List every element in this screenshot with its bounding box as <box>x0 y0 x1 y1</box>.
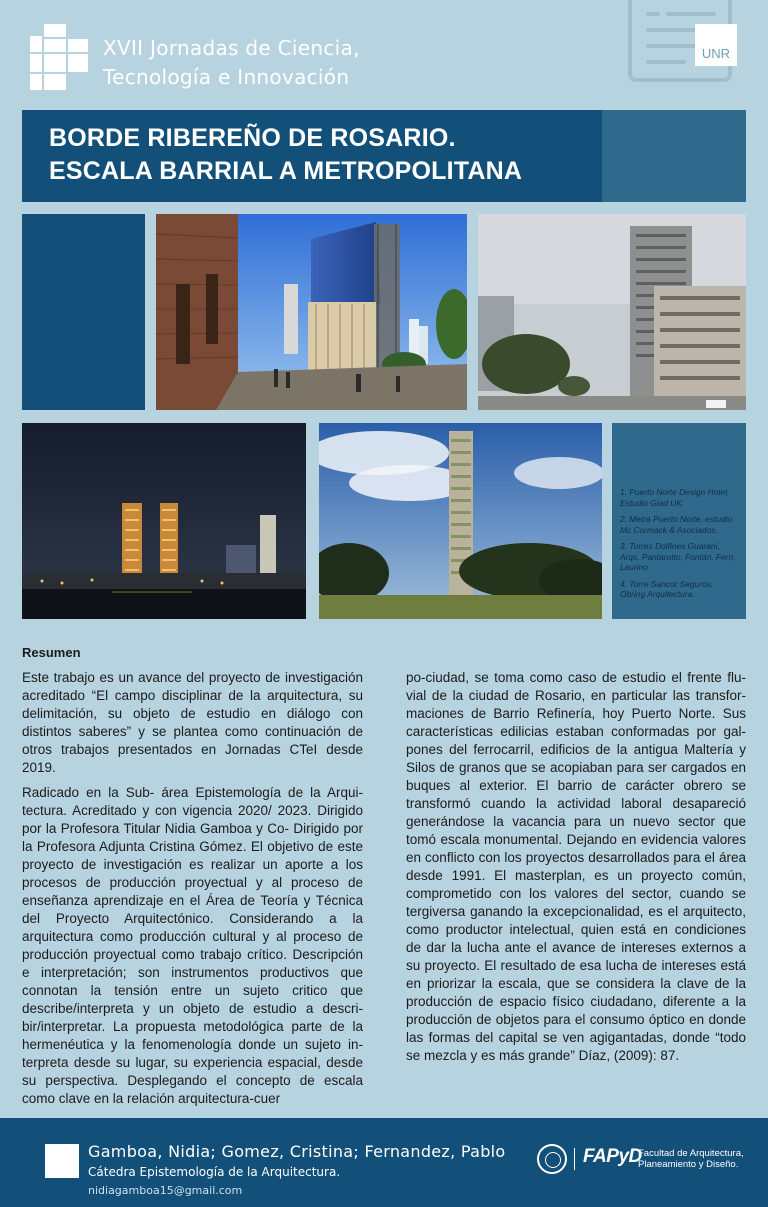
university-seal-icon <box>537 1144 567 1174</box>
event-title-line1: XVII Jornadas de Ciencia, <box>103 36 360 60</box>
faculty-line1: Facultad de Arquitectura, <box>638 1148 744 1159</box>
contact-email[interactable]: nidiagamboa15@gmail.com <box>88 1184 243 1197</box>
faculty-name <box>638 1148 744 1170</box>
photo-metra-towers <box>478 214 746 410</box>
chair-name: Cátedra Epistemología de la Arquitectura. <box>88 1165 341 1179</box>
paragraph: Radicado en la Sub- área Epistemología de la Arquitectura. Acreditado y con vigencia 2020/ 2023. Dirigido por la Profesora Titular Nidia Gamboa y Co- Dirigido por la Profesora Adjunta Cristina Gómez. El objetivo de este proyecto de investigación es realizar un aporte a los procesos de producción proyectual y al proceso de enseñanza aprendizaje en el Área de Teoría y Técnica del Proyecto Arquitectónico. Considerando a la arquitectura como producción cultural y al proceso de producción proyectual como trabajo crítico. Descripción e interpretación; son instrumentos productivos que connotan la tensión entre un sujeto critico que describe/interpreta y un objeto de estudio a describir/interpretar. La propuesta metodológica parte de la hermenéutica y la fenomenología donde un sujeto interpreta desde su lugar, su experiencia espacial, desde su perspectiva. Desplegando el concepto de escala como clave en la relación arquitectura-cuer <box>22 785 363 1106</box>
paragraph: Este trabajo es un avance del proyecto de investigación acreditado “El campo disciplinar de la arquitectura, su delimitación, su objeto de estudio en diálogo con distintos saberes” y se plantea como continuación de otros trabajos presentados en Jornadas CTeI desde 2019. <box>22 670 363 775</box>
fapyd-logo: FAPyD <box>583 1146 642 1167</box>
caption-1: 1. Puerto Norte Design Hotel, Estudio Giad UK. <box>620 487 730 508</box>
caption-2: 2. Metra Puerto Norte, estudio Mc Cormack & Asociados. <box>620 514 733 535</box>
jornadas-logo <box>30 24 88 90</box>
footer-square-icon <box>45 1144 79 1178</box>
photo-silos-hotel <box>156 214 467 410</box>
photo-captions <box>612 423 746 619</box>
poster-header <box>0 0 768 110</box>
paragraph: po-ciudad, se toma como caso de estudio el frente fluvial de la ciudad de Rosario, en particular las transformaciones de Barrio Refinería, hoy Puerto Norte. Sus características edilicias estaban conformadas por galpones del ferrocarril, edificios de la antigua Maltería y Silos de granos que se acopiaban para ser cargados en buques al exterior. El barrio de carácter obrero se transformó cuando la actividad laboral desapareció generándose la vacancia para un nuevo sector que tomó escala monumental. Dejando en evidencia valores en conflicto con los proyectos desarrollados para el área desde 1991. El masterplan, es un proyecto común, comprometido con los valores del sector, cuando se tergiversa ganando la excepcionalidad, es el arquitecto, como productor intelectual, quien está en condiciones de dar la lucha ante el avance de intereses externos a su proyecto. El resultado de esa lucha de intereses está en priorizar la escala, que se considera la clave de la producción de espacio físico ciudadano, diferente a la producción de objetos para el consumo óptico en donde las formas del capital se ven agigantadas, donde “todo se mezcla y es más grande” Díaz, (2009): 87. <box>406 670 746 1063</box>
section-heading: Resumen <box>22 645 81 660</box>
faculty-line2: Planeamiento y Diseño. <box>638 1159 739 1170</box>
poster-title <box>22 110 602 202</box>
event-title-line2: Tecnología e Innovación <box>103 65 350 89</box>
photo-sancor-tower <box>319 423 602 619</box>
event-title <box>103 34 360 92</box>
title-line2: ESCALA BARRIAL A METROPOLITANA <box>49 157 523 185</box>
caption-4: 4. Torre Sancor Seguros, Obring Arquitectura. <box>620 578 714 599</box>
photo-night-towers <box>22 423 306 619</box>
text-column-2 <box>406 669 746 1072</box>
title-accent-block <box>602 110 746 202</box>
title-line1: BORDE RIBEREÑO DE ROSARIO. <box>49 124 456 152</box>
authors: Gamboa, Nidia; Gomez, Cristina; Fernandez, Pablo <box>88 1142 506 1161</box>
footer-divider <box>574 1148 575 1170</box>
poster-footer <box>0 1118 768 1207</box>
unr-logo: UNR <box>695 24 737 66</box>
text-column-1 <box>22 669 363 1115</box>
blue-tile <box>22 214 145 410</box>
caption-3: 3. Torres Dolfines Guaraní, Arqs. Pantarotto, Fontán, Ferri, Laurino <box>620 541 736 572</box>
